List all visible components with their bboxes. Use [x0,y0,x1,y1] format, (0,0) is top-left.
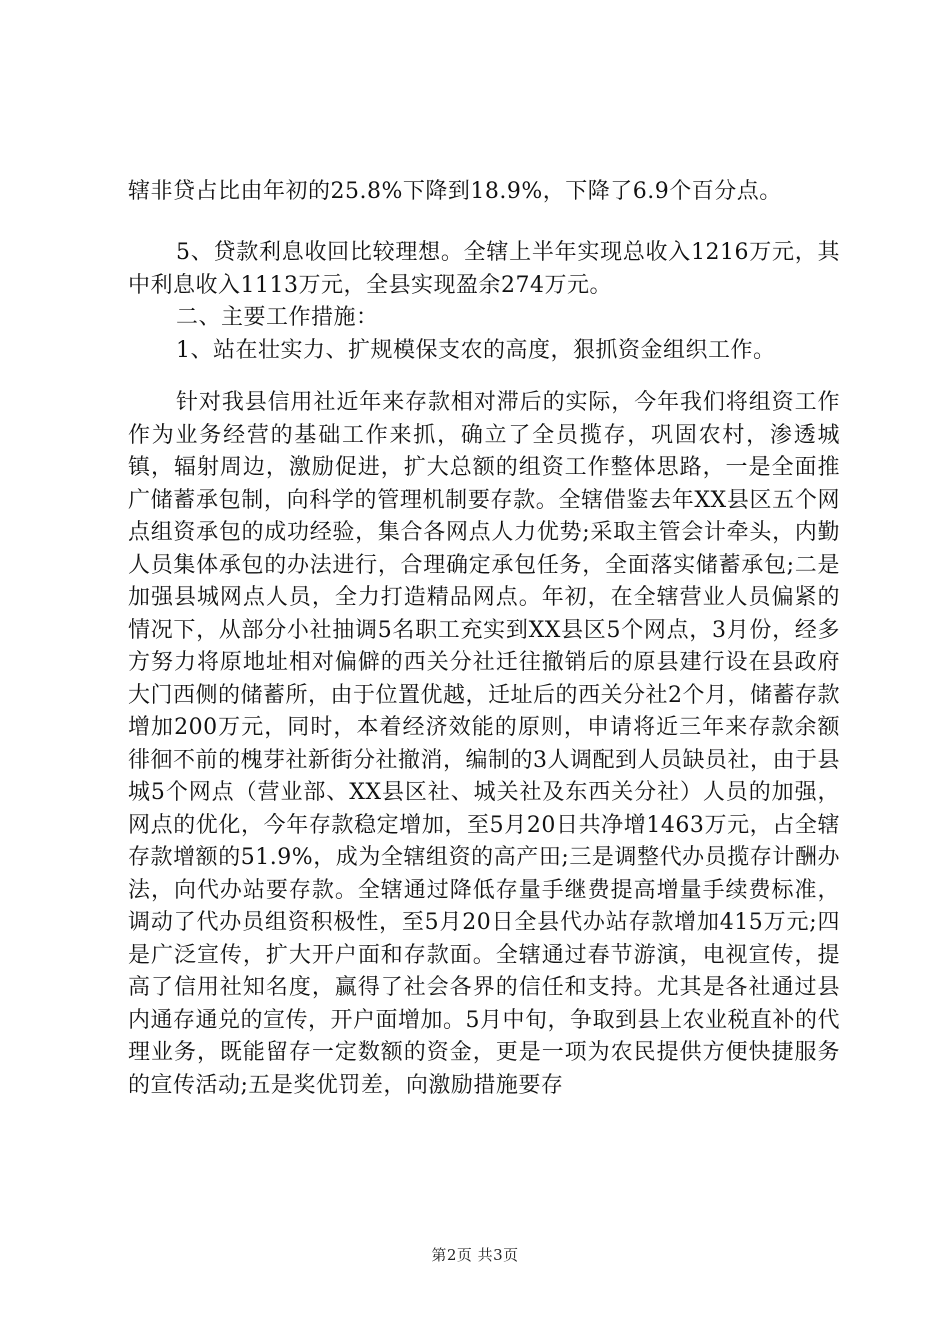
text-block-top [128,176,840,209]
paragraph-deposit-measures: 针对我县信用社近年来存款相对滞后的实际，今年我们将组资工作作为业务经营的基础工作来抓，确立了全员揽存，巩固农村，渗透城镇，辐射周边，激励促进，扩大总额的组资工作整体思路，一是全面推广储蓄承包制，向科学的管理机制要存款。全辖借鉴去年XX县区五个网点组资承包的成功经验，集合各网点人力优势;采取主管会计牵头，内勤人员集体承包的办法进行，合理确定承包任务，全面落实储蓄承包;二是加强县城网点人员，全力打造精品网点。年初，在全辖营业人员偏紧的情况下，从部分小社抽调5名职工充实到XX县区5个网点，3月份，经多方努力将原地址相对偏僻的西关分社迁往撤销后的原县建行设在县政府大门西侧的储蓄所，由于位置优越，迁址后的西关分社2个月，储蓄存款增加200万元，同时，本着经济效能的原则，申请将近三年来存款余额徘徊不前的槐芽社新街分社撤消，编制的3人调配到人员缺员社，由于县城5个网点（营业部、XX县区社、城关社及东西关分社）人员的加强，网点的优化，今年存款稳定增加，至5月20日共净增1463万元，占全辖存款增额的51.9%，成为全辖组资的高产田;三是调整代办员揽存计酬办法，向代办站要存款。全辖通过降低存量手继费提高增量手续费标准，调动了代办员组资积极性，至5月20日全县代办站存款增加415万元;四是广泛宣传，扩大开户面和存款面。全辖通过春节游演，电视宣传，提高了信用社知名度，赢得了社会各界的信任和支持。尤其是各社通过县内通存通兑的宣传，开户面增加。5月中旬，争取到县上农业税直补的代理业务，既能留存一定数额的资金，更是一项为农民提供方便快捷服务的宣传活动;五是奖优罚差，向激励措施要存 [128,390,840,1098]
text-block-middle [128,237,840,367]
subheading-fund-organization: 1、站在壮实力、扩规模保支农的高度，狠抓资金组织工作。 [176,337,776,363]
page-footer: 第2页 共3页 [431,1246,519,1264]
paragraph-interest-income: 5、贷款利息收回比较理想。全辖上半年实现总收入1216万元，其中利息收入1113万元，全县实现盈余274万元。 [128,240,840,298]
section-heading-measures: 二、主要工作措施： [176,305,379,330]
paragraph-npl-ratio: 辖非贷占比由年初的25.8%下降到18.9%，下降了6.9个百分点。 [128,179,782,204]
text-block-main [128,387,840,1102]
